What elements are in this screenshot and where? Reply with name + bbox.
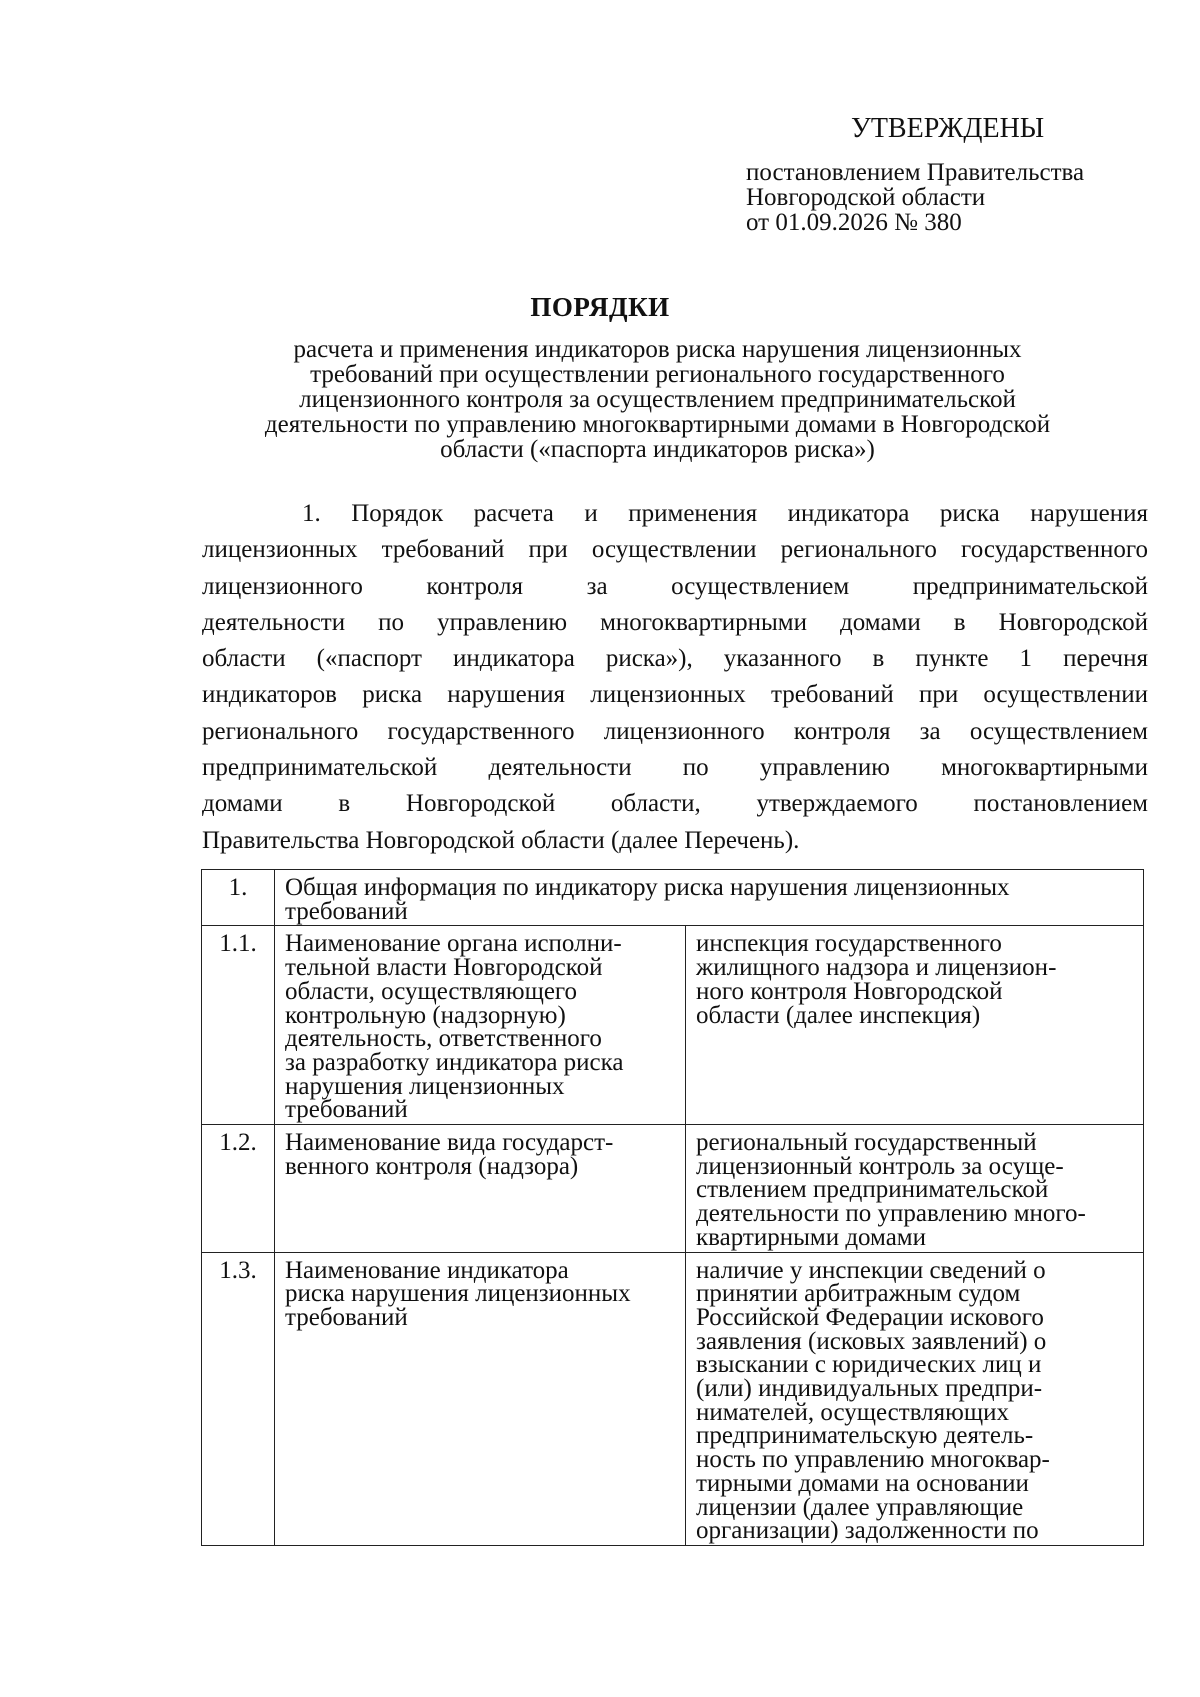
row-value-line: ность по управлению многоквар- xyxy=(696,1446,1050,1474)
section-number: 1. xyxy=(202,870,275,926)
subtitle-line: лицензионного контроля за осуществлением предпринимательской xyxy=(299,386,1016,413)
row-value-line: лицензии (далее управляющие xyxy=(696,1493,1024,1521)
paragraph-line: индикаторов риска нарушения лицензионных требований при осуществлении xyxy=(202,681,1148,709)
row-value-line: наличие у инспекции сведений о xyxy=(696,1256,1046,1284)
approval-line: от 01.09.2026 № 380 xyxy=(746,209,962,236)
section-title-line: требований xyxy=(285,897,408,925)
row-label-line: тельной власти Новгородской xyxy=(285,954,603,982)
row-value-line: нимателей, осуществляющих xyxy=(696,1398,1009,1426)
section-title-line: Общая информация по индикатору риска нарушения лицензионных xyxy=(285,874,1010,901)
row-value-line: предпринимательскую деятель- xyxy=(696,1422,1034,1450)
row-label-line: области, осуществляющего xyxy=(285,977,578,1005)
approval-line: Новгородской области xyxy=(746,184,986,211)
row-value-line: (или) индивидуальных предпри- xyxy=(696,1375,1043,1403)
row-value-line: организации) задолженности по xyxy=(696,1517,1039,1545)
row-value-line: ствлением предпринимательской xyxy=(696,1176,1049,1204)
row-label-line: Наименование вида государст- xyxy=(285,1129,614,1157)
row-value-line: региональный государственный xyxy=(696,1129,1037,1157)
approval-line: постановлением Правительства xyxy=(746,159,1085,186)
table-section-row xyxy=(202,870,1144,926)
row-value-line: ного контроля Новгородской xyxy=(696,977,1003,1005)
row-value xyxy=(686,926,1144,1125)
row-value-line: Российской Федерации искового xyxy=(696,1303,1044,1331)
row-number: 1.1. xyxy=(202,926,275,1125)
row-label-line: требований xyxy=(285,1096,408,1124)
subtitle-line: требований при осуществлении регионального государственного xyxy=(310,361,1005,388)
row-value-line: деятельности по управлению много- xyxy=(696,1200,1086,1228)
row-label xyxy=(275,1125,686,1253)
table-row xyxy=(202,1252,1144,1545)
row-label-line: требований xyxy=(285,1303,408,1331)
paragraph-line: регионального государственного лицензионного контроля за осуществлением xyxy=(202,717,1148,745)
row-value-line: области (далее инспекция) xyxy=(696,1001,981,1029)
approval-heading: УТВЕРЖДЕНЫ xyxy=(851,113,1045,144)
paragraph-line: лицензионных требований при осуществлении регионального государственного xyxy=(202,536,1148,564)
row-value xyxy=(686,1252,1144,1545)
approval-lines xyxy=(746,160,1166,235)
row-label-line: Наименование индикатора xyxy=(285,1256,569,1284)
subtitle-line: деятельности по управлению многоквартирными домами в Новгородской xyxy=(264,411,1051,438)
table-row xyxy=(202,926,1144,1125)
row-label-line: Наименование органа исполни- xyxy=(285,930,622,958)
row-value-line: инспекция государственного xyxy=(696,930,1002,958)
paragraph-line: деятельности по управлению многоквартирными домами в Новгородской xyxy=(202,608,1148,636)
row-value-line: принятии арбитражным судом xyxy=(696,1280,1021,1308)
paragraph-line: области («паспорт индикатора риска»), указанного в пункте 1 перечня xyxy=(202,645,1148,673)
row-value-line: лицензионный контроль за осуще- xyxy=(696,1152,1064,1180)
row-value-line: заявления (исковых заявлений) о xyxy=(696,1327,1047,1355)
document-subtitle xyxy=(180,337,1135,462)
table-row xyxy=(202,1125,1144,1253)
row-value-line: квартирными домами xyxy=(696,1223,927,1251)
paragraph-line: 1. Порядок расчета и применения индикатора риска нарушения xyxy=(302,500,1148,527)
row-value-line: взыскании с юридических лиц и xyxy=(696,1351,1042,1379)
paragraph-line: домами в Новгородской области, утверждаемого постановлением xyxy=(202,790,1148,818)
row-label-line: венного контроля (надзора) xyxy=(285,1152,579,1180)
row-number: 1.2. xyxy=(202,1125,275,1253)
document-title: ПОРЯДКИ xyxy=(530,292,670,322)
row-number: 1.3. xyxy=(202,1252,275,1545)
row-label-line: риска нарушения лицензионных xyxy=(285,1280,631,1308)
row-label-line: деятельность, ответственного xyxy=(285,1025,602,1053)
row-label-line: контрольную (надзорную) xyxy=(285,1001,566,1029)
paragraph-line: лицензионного контроля за осуществлением предпринимательской xyxy=(202,572,1148,600)
row-value-line: тирными домами на основании xyxy=(696,1469,1029,1497)
subtitle-line: области («паспорта индикаторов риска») xyxy=(440,436,875,463)
row-label-line: за разработку индикатора риска xyxy=(285,1048,624,1076)
approval-block xyxy=(746,112,1166,235)
row-label xyxy=(275,1252,686,1545)
row-label xyxy=(275,926,686,1125)
paragraph-line: предпринимательской деятельности по управлению многоквартирными xyxy=(202,754,1148,782)
row-label-line: нарушения лицензионных xyxy=(285,1072,565,1100)
subtitle-line: расчета и применения индикаторов риска нарушения лицензионных xyxy=(293,336,1022,363)
section-title xyxy=(275,870,1144,926)
row-value-line: жилищного надзора и лицензион- xyxy=(696,954,1057,982)
intro-paragraph xyxy=(202,496,1148,859)
indicator-table xyxy=(201,869,1144,1546)
paragraph-line: Правительства Новгородской области (далее Перечень). xyxy=(202,826,800,854)
row-value xyxy=(686,1125,1144,1253)
